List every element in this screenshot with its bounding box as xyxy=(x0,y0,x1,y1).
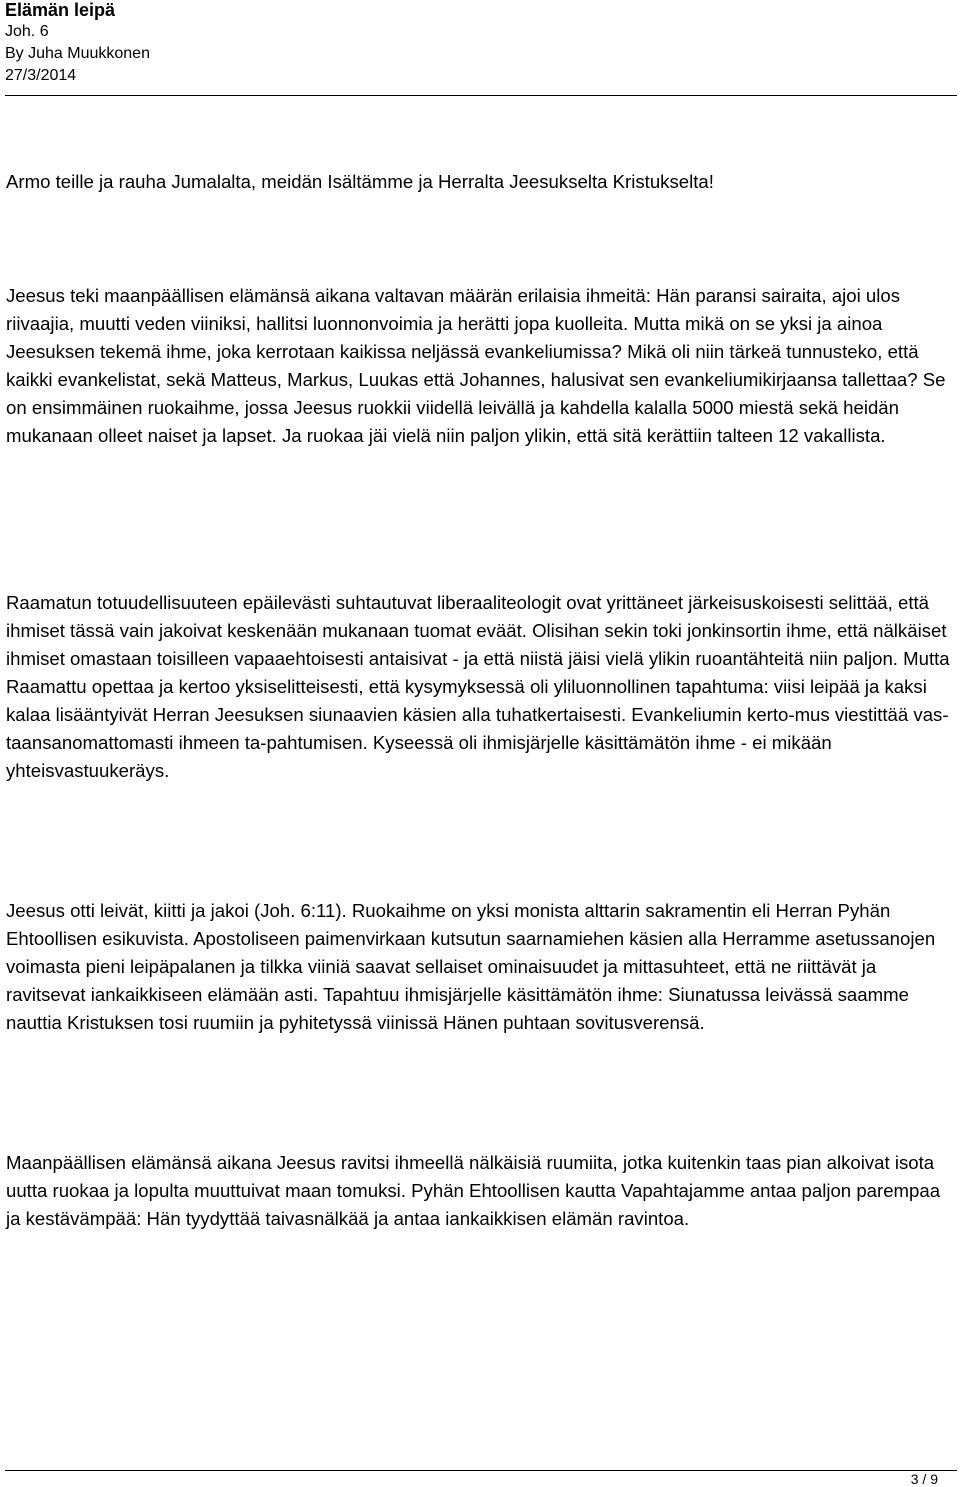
paragraph: Raamatun totuudellisuuteen epäilevästi suhtautuvat liberaaliteologit ovat yrittäneet järkeisuskoisesti selittää, että ihmiset tässä vain jakoivat keskenään mukanaan tuomat eväät. Olisihan sekin toki jonkinsortin ihme, että nälkäiset ihmiset omastaan toisilleen vapaaehtoisesti antaisivat - ja että niistä jäisi vielä ylikin ruoantähteitä niin paljon. Mutta Raamattu opettaa ja kertoo yksiselitteisesti, että kysymyksessä oli yliluonnollinen tapahtuma: viisi leipää ja kaksi kalaa lisääntyivät Herran Jeesuksen siunaavien käsien alla tuhatkertaisesti. Evankeliumin kerto-mus viestittää vas-taansanomattomasti ihmeen ta-pahtumisen. Kyseessä oli ihmisjärjelle käsittämätön ihme - ei mikään yhteisvastuukeräys. xyxy=(6,592,950,781)
date-line: 27/3/2014 xyxy=(5,67,77,84)
paragraph: Maanpäällisen elämänsä aikana Jeesus ravitsi ihmeellä nälkäisiä ruumiita, jotka kuitenkin taas pian alkoivat isota uutta ruokaa ja lopulta muuttuivat maan tomuksi. Pyhän Ehtoollisen kautta Vapahtajamme antaa paljon parempaa ja kestävämpää: Hän tyydyttää taivasnälkää ja antaa iankaikkisen elämän ravintoa. xyxy=(6,1152,941,1229)
paragraph-greeting: Armo teille ja rauha Jumalalta, meidän Isältämme ja Herralta Jeesukselta Kristukselta! xyxy=(6,171,714,192)
footer-divider xyxy=(5,1470,957,1471)
paragraph: Jeesus otti leivät, kiitti ja jakoi (Joh. 6:11). Ruokaihme on yksi monista alttarin sakramentin eli Herran Pyhän Ehtoollisen esikuvista. Apostoliseen paimenvirkaan kutsutun saarnamiehen käsien alla Herramme asetussanojen voimasta pieni leipäpalanen ja tilkka viiniä saavat sellaiset ominaisuudet ja mittasuhteet, että ne riittävät ja ravitsevat iankaikkiseen elämään asti. Tapahtuu ihmisjärjelle käsittämätön ihme: Siunatussa leivässä saamme nauttia Kristuksen tosi ruumiin ja pyhitetyssä viinissä Hänen puhtaan sovitusverensä. xyxy=(6,900,936,1033)
header-divider xyxy=(5,95,957,96)
author-line: By Juha Muukkonen xyxy=(5,45,150,62)
page-number: 3 / 9 xyxy=(910,1471,938,1487)
document-title: Elämän leipä xyxy=(5,0,116,20)
scripture-reference: Joh. 6 xyxy=(5,23,49,40)
paragraph: Jeesus teki maanpäällisen elämänsä aikana valtavan määrän erilaisia ihmeitä: Hän paransi sairaita, ajoi ulos riivaajia, muutti veden viiniksi, hallitsi luonnonvoimia ja herätti jopa kuolleita. Mutta mikä on se yksi ja ainoa Jeesuksen tekemä ihme, joka kerrotaan kaikissa neljässä evankeliumissa? Mikä oli niin tärkeä tunnusteko, että kaikki evankelistat, sekä Matteus, Markus, Luukas että Johannes, halusivat sen evankeliumikirjaansa tallettaa? Se on ensimmäinen ruokaihme, jossa Jeesus ruokkii viidellä leivällä ja kahdella kalalla 5000 miestä sekä heidän mukanaan olleet naiset ja lapset. Ja ruokaa jäi vielä niin paljon ylikin, että sitä kerättiin talteen 12 vakallista. xyxy=(6,285,946,446)
document-header xyxy=(5,0,955,87)
